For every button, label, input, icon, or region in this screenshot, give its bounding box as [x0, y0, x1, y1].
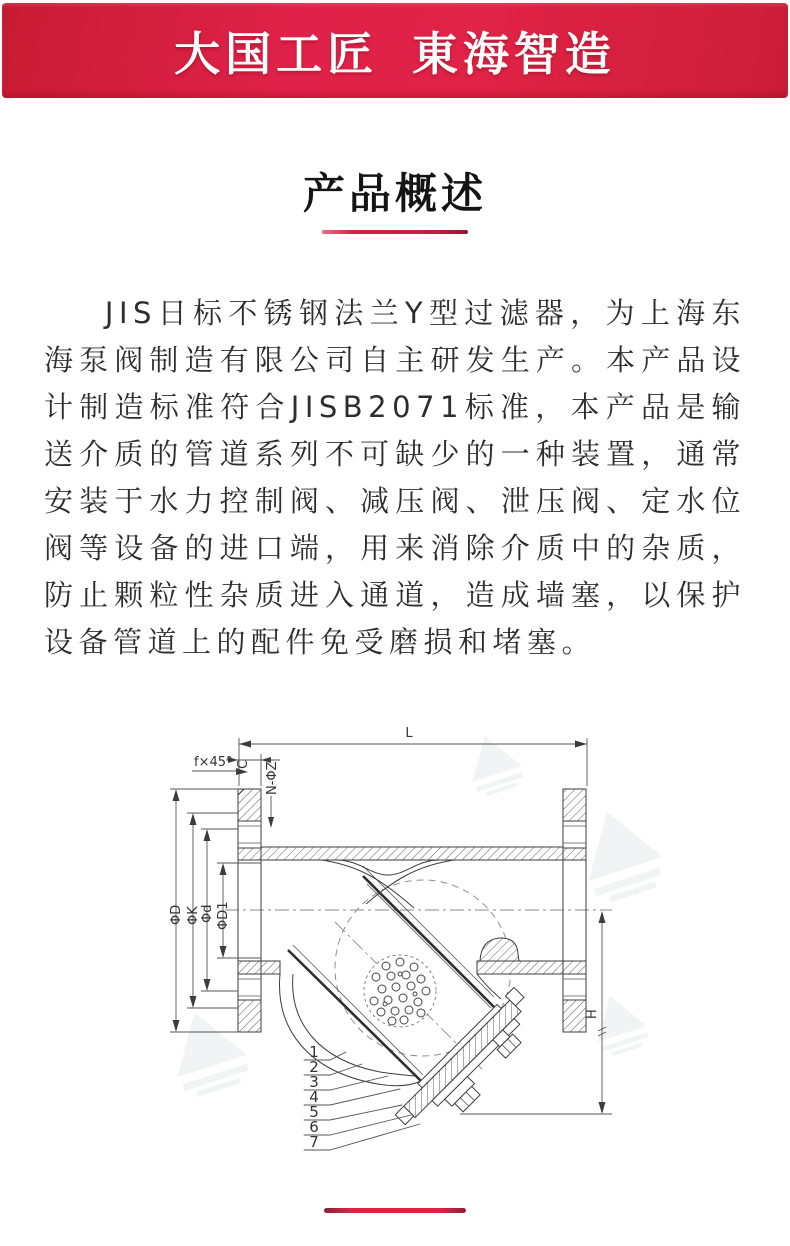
technical-drawing	[130, 674, 660, 1178]
branch-hub-boss	[480, 937, 519, 960]
section-title: 产品概述	[302, 170, 487, 217]
svg-text:C: C	[236, 759, 251, 769]
part-number: 7	[309, 1132, 319, 1151]
pipe-bottom-wall-right	[477, 961, 563, 974]
bottom-divider-bar	[324, 1208, 466, 1213]
svg-text:ΦD1: ΦD1	[216, 900, 231, 930]
part-number: 1	[309, 1042, 319, 1061]
svg-text:L: L	[405, 725, 413, 741]
right-flange	[563, 789, 586, 1032]
svg-text:ΦK: ΦK	[186, 905, 201, 925]
dim-bolt-holes	[265, 761, 280, 828]
product-intro-paragraph: JIS日标不锈钢法兰Y型过滤器，为上海东海泵阀制造有限公司自主研发生产。本产品设计制造标准符合JISB2071标准，本产品是输送介质的管道系列不可缺少的一种装置，通常安装于水力控制阀、减压阀、泄压阀、定水位阀等设备的进口端，用来消除介质中的杂质，防止颗粒性杂质进入通道，造成墙塞，以保护设备管道上的配件免受磨损和堵塞。	[44, 295, 746, 659]
svg-text:H: H	[585, 1008, 600, 1019]
header-banner	[2, 3, 788, 98]
section-head	[0, 168, 790, 234]
part-number: 2	[309, 1057, 319, 1076]
svg-text:ΦD: ΦD	[169, 904, 184, 925]
part-number: 6	[309, 1117, 319, 1136]
y-strainer-section-drawing	[130, 674, 660, 1174]
part-number: 3	[309, 1072, 319, 1091]
part-number: 4	[309, 1087, 319, 1106]
pipe-top-wall	[261, 847, 563, 860]
part-number: 5	[309, 1102, 319, 1121]
watermark-logo	[585, 987, 652, 1058]
dim-L	[239, 726, 587, 786]
left-flange	[238, 789, 261, 1032]
screen-perforations	[364, 955, 436, 1027]
pipe-bottom-wall-left	[261, 961, 280, 974]
watermark-logo	[460, 727, 527, 798]
title-underline	[322, 230, 468, 234]
svg-text:f×45°: f×45°	[194, 754, 233, 770]
dim-H	[460, 911, 612, 1114]
svg-text:N-ΦZ: N-ΦZ	[265, 760, 280, 795]
part-callouts	[304, 1043, 420, 1151]
svg-text:Φd: Φd	[200, 904, 215, 923]
banner-title: 大国工匠 東海智造	[174, 27, 616, 80]
